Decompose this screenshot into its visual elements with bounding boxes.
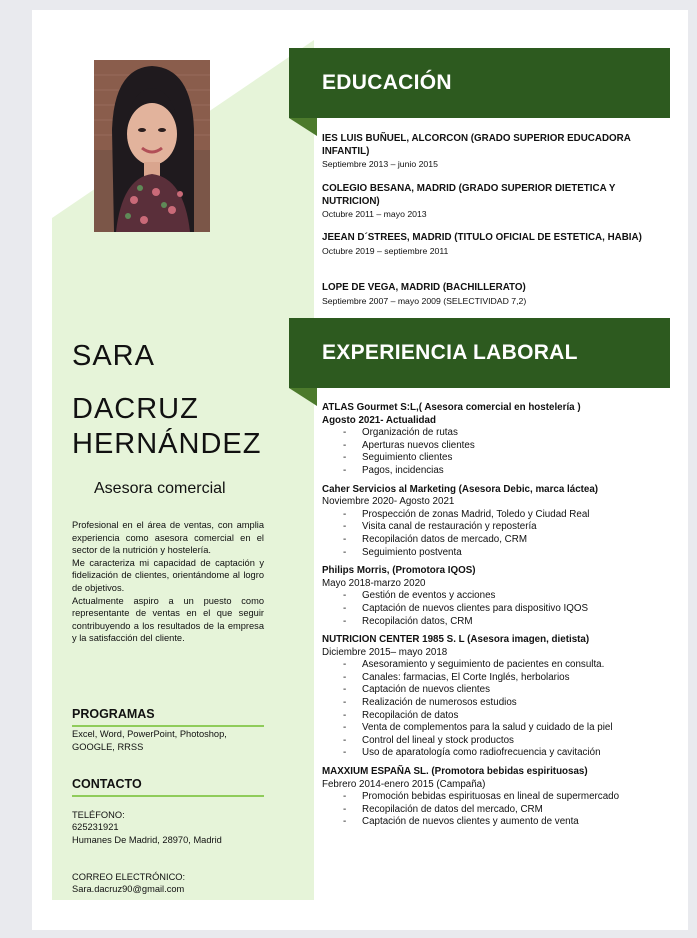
education-item-date: Septiembre 2013 – junio 2015 bbox=[322, 159, 438, 169]
job-title: NUTRICION CENTER 1985 S. L (Asesora imagen, dietista) bbox=[322, 634, 590, 646]
education-item bbox=[322, 282, 652, 307]
education-item-date: Septiembre 2007 – mayo 2009 (SELECTIVIDAD 7,2) bbox=[322, 295, 527, 306]
contacto-heading: CONTACTO bbox=[72, 777, 142, 791]
experience-header: EXPERIENCIA LABORAL bbox=[289, 318, 670, 388]
job-task: - Captación de nuevos clientes para dispositivo IQOS bbox=[322, 603, 662, 616]
job-task-list bbox=[322, 659, 662, 760]
education-item-date: Octubre 2019 – septiembre 2011 bbox=[322, 245, 449, 256]
job-entry bbox=[322, 402, 662, 478]
job-task: - Gestión de eventos y acciones bbox=[322, 590, 662, 603]
job-task: - Visita canal de restauración y repostería bbox=[322, 521, 662, 534]
phone-label: TELÉFONO: bbox=[72, 810, 125, 820]
job-task-list bbox=[322, 791, 662, 829]
job-title: Caher Servicios al Marketing (Asesora Debic, marca láctea) bbox=[322, 483, 599, 495]
job-date: Diciembre 2015– mayo 2018 bbox=[322, 646, 448, 658]
education-item bbox=[322, 183, 652, 220]
education-item-title: LOPE DE VEGA, MADRID (BACHILLERATO) bbox=[322, 282, 526, 293]
job-date: Mayo 2018-marzo 2020 bbox=[322, 577, 426, 589]
job-task: - Captación de nuevos clientes y aumento de venta bbox=[322, 816, 662, 829]
education-header: EDUCACIÓN bbox=[289, 48, 670, 118]
job-entry bbox=[322, 766, 662, 829]
profile-paragraph-3: Actualmente aspiro a un puesto como representante de ventas en el que seguir contribuyendo a los resultados de la empresa y la satisfacción del cliente. bbox=[72, 595, 264, 644]
experience-list bbox=[322, 402, 662, 835]
job-task: - Recopilación datos de mercado, CRM bbox=[322, 534, 662, 547]
job-task-list bbox=[322, 590, 662, 628]
job-task: - Recopilación de datos bbox=[322, 710, 662, 723]
phone-value: 625231921 bbox=[72, 822, 119, 832]
experience-header-fold bbox=[289, 388, 317, 406]
job-task: - Pagos, incidencias bbox=[322, 465, 662, 478]
programas-divider bbox=[72, 725, 264, 727]
education-item-title: COLEGIO BESANA, MADRID (GRADO SUPERIOR DIETETICA Y NUTRICION) bbox=[322, 183, 616, 207]
resume-page bbox=[32, 10, 688, 930]
last-name-2: HERNÁNDEZ bbox=[72, 428, 262, 460]
job-entry bbox=[322, 634, 662, 760]
job-task: - Promoción bebidas espirituosas en lineal de supermercado bbox=[322, 791, 662, 804]
education-item bbox=[322, 232, 652, 257]
job-task-list bbox=[322, 427, 662, 477]
address-value: Humanes De Madrid, 28970, Madrid bbox=[72, 835, 222, 845]
job-date: Agosto 2021- Actualidad bbox=[322, 414, 436, 426]
last-name bbox=[72, 392, 261, 462]
job-entry bbox=[322, 565, 662, 628]
education-header-fold bbox=[289, 118, 317, 136]
job-task: - Recopilación de datos del mercado, CRM bbox=[322, 804, 662, 817]
job-date: Febrero 2014-enero 2015 (Campaña) bbox=[322, 778, 486, 790]
education-item-title: JEEAN D´STREES, MADRID (TITULO OFICIAL DE ESTETICA, HABIA) bbox=[322, 232, 642, 243]
job-title: ATLAS Gourmet S:L,( Asesora comercial en hostelería ) bbox=[322, 402, 581, 413]
job-task: - Aperturas nuevos clientes bbox=[322, 440, 662, 453]
education-item-date: Octubre 2011 – mayo 2013 bbox=[322, 209, 427, 219]
programas-list: Excel, Word, PowerPoint, Photoshop, GOOGLE, RRSS bbox=[72, 729, 227, 752]
job-task: - Prospección de zonas Madrid, Toledo y Ciudad Real bbox=[322, 509, 662, 522]
job-entry bbox=[322, 484, 662, 560]
first-name: SARA bbox=[72, 340, 155, 372]
profile-summary bbox=[72, 519, 264, 645]
job-task: - Uso de aparatología como radiofrecuencia y cavitación bbox=[322, 747, 662, 760]
job-task-list bbox=[322, 509, 662, 559]
job-task: - Venta de complementos para la salud y cuidado de la piel bbox=[322, 722, 662, 735]
education-item bbox=[322, 133, 652, 170]
job-task: - Captación de nuevos clientes bbox=[322, 684, 662, 697]
profile-paragraph-2: Me caracteriza mi capacidad de captación y fidelización de clientes, orientándome al logro de objetivos. bbox=[72, 557, 264, 593]
profile-paragraph-1: Profesional en el área de ventas, con amplia experiencia como asesora comercial en el sector de la nutrición y hostelería. bbox=[72, 520, 264, 556]
job-task: - Asesoramiento y seguimiento de pacientes en consulta. bbox=[322, 659, 662, 672]
profile-photo bbox=[94, 60, 210, 232]
job-task: - Seguimiento postventa bbox=[322, 547, 662, 560]
job-title: Philips Morris, (Promotora IQOS) bbox=[322, 565, 476, 577]
contacto-divider bbox=[72, 795, 264, 797]
job-role: Asesora comercial bbox=[94, 480, 226, 497]
email-label: CORREO ELECTRÓNICO: bbox=[72, 872, 186, 882]
job-task: - Canales: farmacias, El Corte Inglés, herbolarios bbox=[322, 672, 662, 685]
programas-heading: PROGRAMAS bbox=[72, 707, 155, 721]
job-task: - Organización de rutas bbox=[322, 427, 662, 440]
job-date: Noviembre 2020- Agosto 2021 bbox=[322, 496, 455, 508]
last-name-1: DACRUZ bbox=[72, 393, 199, 425]
job-title: MAXXIUM ESPAÑA SL. (Promotora bebidas espirituosas) bbox=[322, 766, 588, 778]
job-task: - Recopilación datos, CRM bbox=[322, 616, 662, 629]
job-task: - Seguimiento clientes bbox=[322, 452, 662, 465]
education-item-title: IES LUIS BUÑUEL, ALCORCON (GRADO SUPERIOR EDUCADORA INFANTIL) bbox=[322, 133, 631, 157]
job-task: - Realización de numerosos estudios bbox=[322, 697, 662, 710]
job-task: - Control del lineal y stock productos bbox=[322, 735, 662, 748]
email-value: Sara.dacruz90@gmail.com bbox=[72, 884, 185, 894]
